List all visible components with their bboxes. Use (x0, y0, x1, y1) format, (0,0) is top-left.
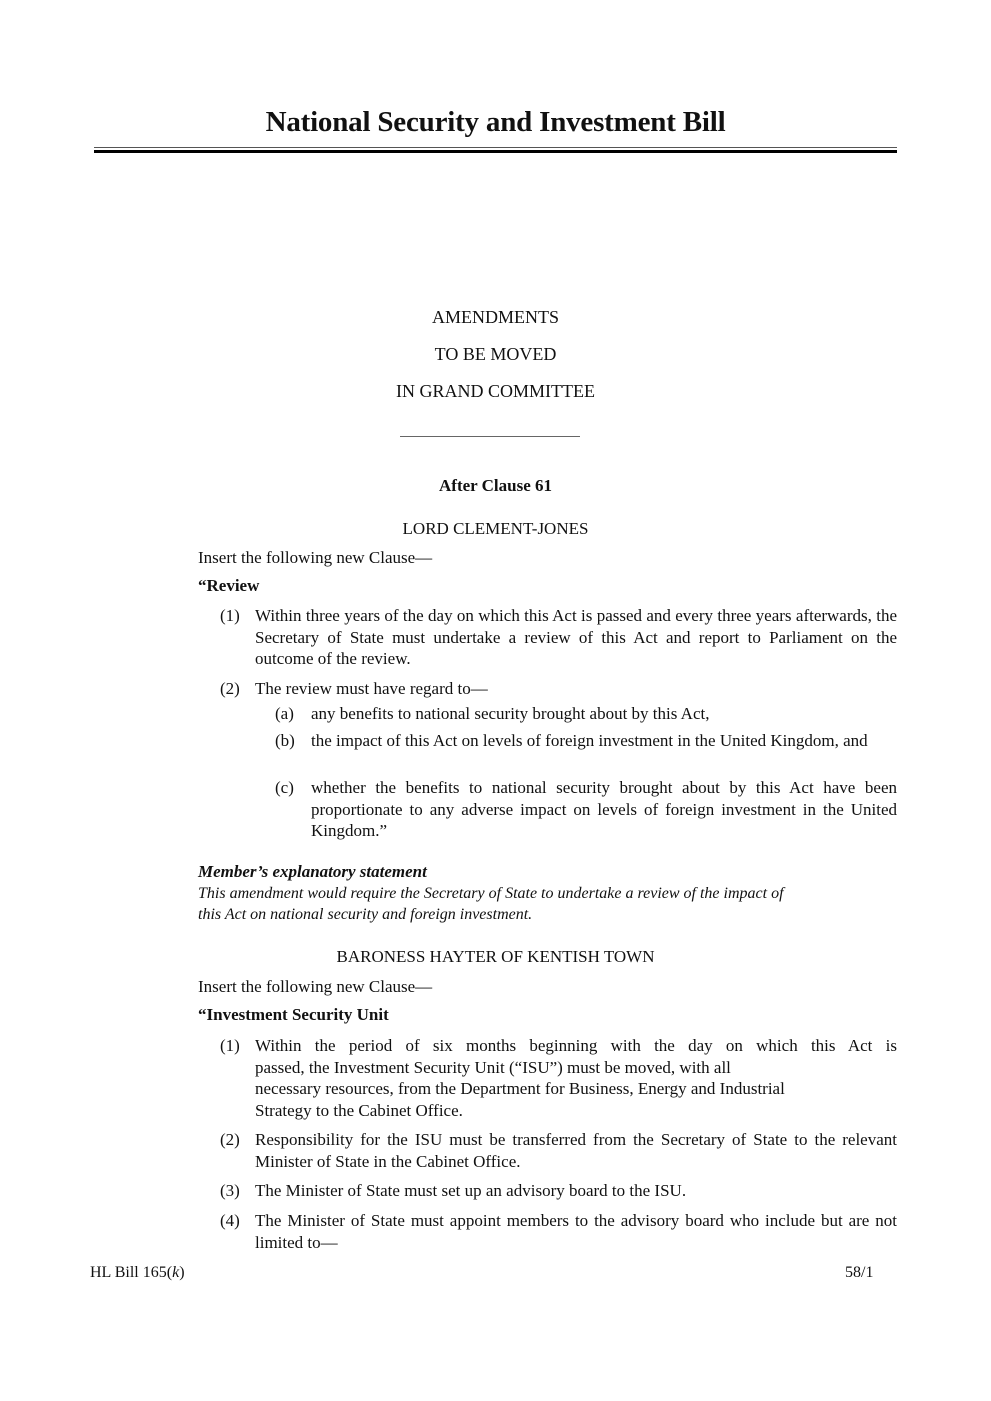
bill-ref-prefix: HL Bill 165( (90, 1264, 173, 1281)
paragraph-text (255, 1035, 897, 1121)
title-rule-thin (94, 147, 897, 148)
paragraph-4 (220, 1210, 897, 1253)
clause-title: “Review (198, 576, 260, 595)
paragraph-2 (220, 1129, 897, 1172)
explanatory-heading: Member’s explanatory statement (198, 862, 427, 881)
subparagraph-number: (a) (275, 704, 294, 723)
section-heading: After Clause 61 (439, 476, 552, 495)
insert-instruction: Insert the following new Clause— (198, 548, 433, 567)
subparagraph-c (275, 777, 897, 842)
paragraph-number: (1) (220, 1036, 240, 1055)
subparagraph-number: (b) (275, 731, 295, 750)
bill-reference (90, 1264, 185, 1282)
paragraph-text: The Minister of State must set up an advisory board to the ISU. (255, 1181, 687, 1200)
page-reference: 58/1 (845, 1264, 874, 1281)
subparagraph-a (275, 703, 897, 725)
paragraph-text: The review must have regard to— (255, 679, 488, 698)
heading-amendments: AMENDMENTS (431, 307, 559, 327)
clause-title: “Investment Security Unit (198, 1005, 389, 1024)
document-title: National Security and Investment Bill (265, 106, 726, 138)
paragraph-text: The Minister of State must appoint members to the advisory board who include but are not limited to— (255, 1211, 897, 1252)
explanatory-line-1: This amendment would require the Secretary of State to undertake a review of the impact of (198, 885, 784, 902)
paragraph-line: Within the period of six months beginning with the day on which this Act is (255, 1036, 897, 1055)
subparagraph-number: (c) (275, 778, 294, 797)
paragraph-1 (220, 1035, 897, 1121)
paragraph-line: passed, the Investment Security Unit (“ISU”) must be moved, with all (255, 1057, 731, 1077)
paragraph-number: (4) (220, 1211, 240, 1230)
heading-grand-committee: IN GRAND COMMITTEE (396, 381, 595, 401)
mover-name: LORD CLEMENT-JONES (402, 519, 589, 538)
paragraph-text: Responsibility for the ISU must be transferred from the Secretary of State to the relevant Minister of State in the Cabinet Office. (255, 1130, 897, 1171)
paragraph-number: (3) (220, 1181, 240, 1200)
paragraph-number: (1) (220, 606, 240, 625)
separator-line (400, 436, 580, 437)
explanatory-line-2: this Act on national security and foreign investment. (198, 906, 533, 923)
paragraph-1 (220, 605, 897, 670)
subparagraph-b (275, 730, 897, 752)
paragraph-line: necessary resources, from the Department for Business, Energy and Industrial (255, 1079, 785, 1098)
paragraph-line: Strategy to the Cabinet Office. (255, 1100, 463, 1120)
paragraph-number: (2) (220, 1130, 240, 1149)
paragraph-text: Within three years of the day on which this Act is passed and every three years afterwards, the Secretary of State must undertake a review of this Act and report to Parliament on the outcome of the review. (255, 606, 897, 668)
subparagraph-text: any benefits to national security brought about by this Act, (311, 704, 710, 723)
paragraph-2 (220, 678, 897, 700)
insert-instruction: Insert the following new Clause— (198, 977, 433, 996)
paragraph-number: (2) (220, 679, 240, 698)
bill-ref-letter: k (172, 1264, 180, 1281)
title-rule-thick (94, 150, 897, 153)
bill-ref-suffix: ) (179, 1264, 185, 1281)
subparagraph-text: whether the benefits to national security brought about by this Act have been proportionate to any adverse impact on levels of foreign investment in the United Kingdom.” (311, 778, 897, 840)
heading-to-be-moved: TO BE MOVED (434, 344, 557, 364)
paragraph-3 (220, 1180, 897, 1202)
subparagraph-text: the impact of this Act on levels of foreign investment in the United Kingdom, and (311, 731, 868, 750)
mover-name: BARONESS HAYTER OF KENTISH TOWN (336, 947, 655, 966)
